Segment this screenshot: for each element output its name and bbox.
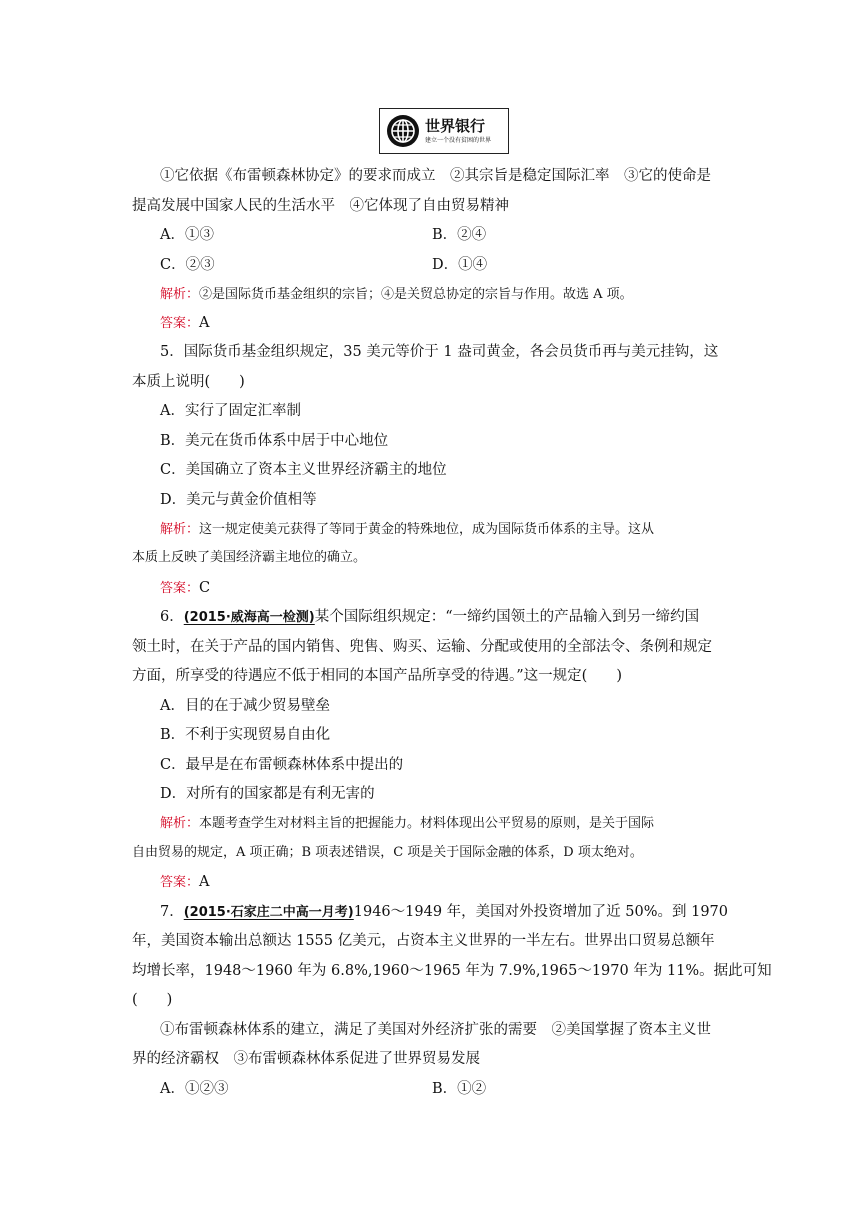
q5-option-c: C．美国确立了资本主义世界经济霸主的地位 [160, 462, 447, 478]
q5-analysis-label: 解析： [160, 522, 200, 537]
logo-title: 世界银行 [425, 116, 486, 135]
q6-option-b: B．不利于实现贸易自由化 [160, 727, 331, 743]
q6-answer [160, 872, 210, 892]
q6-analysis-line-1 [160, 813, 654, 833]
q5-answer [160, 578, 210, 598]
q4-stem-line-2: 提高发展中国家人民的生活水平 ④它体现了自由贸易精神 [132, 198, 509, 214]
q5-option-b: B．美元在货币体系中居于中心地位 [160, 433, 389, 449]
q7-stem-line-1 [160, 902, 728, 922]
q4-option-c: C．②③ [160, 257, 215, 273]
logo-subtitle: 建立一个没有贫困的世界 [425, 136, 492, 144]
q6-option-a: A．目的在于减少贸易壁垒 [160, 698, 330, 714]
q6-analysis-label: 解析： [160, 816, 200, 831]
q5-option-d: D．美元与黄金价值相等 [160, 492, 317, 508]
q4-answer-value: A [199, 315, 210, 331]
q7-items-line-1: ①布雷顿森林体系的建立，满足了美国对外经济扩张的需要 ②美国掌握了资本主义世 [160, 1022, 711, 1038]
q5-option-a: A．实行了固定汇率制 [160, 403, 301, 419]
q7-number: 7． [160, 904, 184, 920]
world-bank-logo [379, 108, 509, 154]
q7-stem-line-3: 均增长率，1948～1960 年为 6.8%,1960～1965 年为 7.9%,1965～1970 年为 11%。据此可知 [132, 963, 772, 979]
q4-option-a: A．①③ [160, 227, 214, 243]
q4-analysis-text: ②是国际货币基金组织的宗旨；④是关贸总协定的宗旨与作用。故选 A 项。 [199, 287, 633, 302]
q6-stem-line-1 [160, 607, 699, 627]
q7-stem-line-2: 年，美国资本输出总额达 1555 亿美元，占资本主义世界的一半左右。世界出口贸易总额年 [132, 933, 715, 949]
q6-answer-value: A [199, 874, 210, 890]
globe-icon [386, 114, 420, 148]
q7-stem-text-1: 1946～1949 年，美国对外投资增加了近 50%。到 1970 [353, 904, 729, 920]
q6-analysis-text-1: 本题考查学生对材料主旨的把握能力。材料体现出公平贸易的原则，是关于国际 [199, 816, 655, 831]
q7-option-b: B．①② [432, 1081, 487, 1097]
q6-option-c: C．最早是在布雷顿森林体系中提出的 [160, 757, 404, 773]
q6-stem-line-3: 方面，所享受的待遇应不低于相同的本国产品所享受的待遇。”这一规定( ) [132, 668, 622, 684]
q4-analysis [160, 284, 633, 304]
q6-option-d: D．对所有的国家都是有利无害的 [160, 786, 375, 802]
q7-items-line-2: 界的经济霸权 ③布雷顿森林体系促进了世界贸易发展 [132, 1051, 480, 1067]
q6-answer-label: 答案： [160, 875, 200, 890]
q4-analysis-label: 解析： [160, 287, 200, 302]
q5-answer-label: 答案： [160, 581, 200, 596]
q4-option-d: D．①④ [432, 257, 488, 273]
q4-stem-line-1: ①它依据《布雷顿森林协定》的要求而成立 ②其宗旨是稳定国际汇率 ③它的使命是 [160, 168, 711, 184]
q6-stem-text-1: 某个国际组织规定：“一缔约国领土的产品输入到另一缔约国 [314, 609, 700, 625]
q5-answer-value: C [199, 580, 211, 596]
q5-analysis-line-1 [160, 519, 654, 539]
q5-analysis-line-2: 本质上反映了美国经济霸主地位的确立。 [132, 550, 367, 565]
q6-source: (2015·威海高一检测) [183, 610, 315, 625]
q5-stem-line-1: 5．国际货币基金组织规定，35 美元等价于 1 盎司黄金，各会员货币再与美元挂钩，这 [160, 344, 719, 360]
q4-option-b: B．②④ [432, 227, 487, 243]
q6-stem-line-2: 领土时，在关于产品的国内销售、兜售、购买、运输、分配或使用的全部法令、条例和规定 [132, 639, 712, 655]
q6-analysis-line-2: 自由贸易的规定，A 项正确；B 项表述错误，C 项是关于国际金融的体系，D 项太绝对。 [132, 845, 643, 860]
q6-number: 6． [160, 609, 184, 625]
q4-answer-label: 答案： [160, 316, 200, 331]
q7-source: (2015·石家庄二中高一月考) [183, 905, 354, 920]
q5-stem-line-2: 本质上说明( ) [132, 374, 245, 390]
q5-analysis-text-1: 这一规定使美元获得了等同于黄金的特殊地位，成为国际货币体系的主导。这从 [199, 522, 655, 537]
q4-answer [160, 313, 210, 333]
q7-stem-line-4: ( ) [132, 992, 173, 1008]
q7-option-a: A．①②③ [160, 1081, 229, 1097]
